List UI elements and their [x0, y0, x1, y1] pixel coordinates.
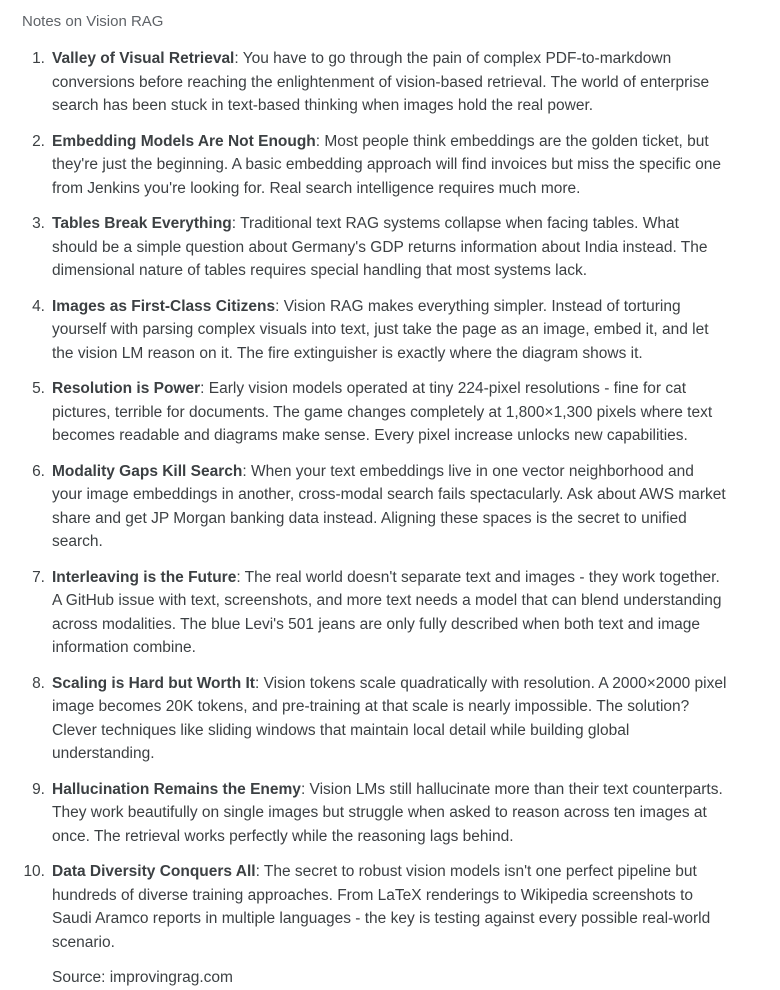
list-item	[22, 460, 728, 554]
list-item-number: 8.	[32, 674, 45, 692]
note-body: : When your text embeddings live in one vector neighborhood and your image embeddings in another, cross-modal search fails spectacularly. Ask about AWS market share and get JP Morgan banking data instead. Aligning these spaces is the secret to unified search.	[52, 462, 726, 550]
list-item-text	[52, 47, 728, 118]
list-item	[22, 672, 728, 766]
list-item-number: 1.	[32, 50, 45, 67]
list-item-number: 5.	[32, 380, 45, 397]
list-item	[22, 377, 728, 448]
note-heading: Valley of Visual Retrieval	[52, 50, 235, 67]
notes-list	[22, 47, 728, 954]
note-body: : Vision RAG makes everything simpler. Instead of torturing yourself with parsing complex visuals into text, just take the page as an image, embed it, and let the vision LM reason on it. The fire extinguisher is exactly where the diagram shows it.	[52, 297, 709, 362]
note-heading: Tables Break Everything	[52, 215, 232, 232]
list-item	[22, 47, 728, 118]
note-heading: Interleaving is the Future	[52, 568, 237, 586]
note-body: : Most people think embeddings are the golden ticket, but they're just the beginning. A basic embedding approach will find invoices but miss the specific one from Jenkins you're looking for. Real search intelligence requires much more.	[52, 132, 721, 197]
list-item	[22, 212, 728, 283]
source-line: Source: improvingrag.com	[52, 969, 233, 986]
list-item-text	[52, 377, 728, 448]
note-body: : Vision LMs still hallucinate more than their text counterparts. They work beautifully on single images but struggle when asked to reason across ten images at once. The retrieval works perfectly while the reasoning lags behind.	[52, 780, 723, 845]
note-body: : You have to go through the pain of complex PDF-to-markdown conversions before reaching the enlightenment of vision-based retrieval. The world of enterprise search has been stuck in text-based thinking when images hold the real power.	[52, 50, 710, 114]
note-heading: Modality Gaps Kill Search	[52, 462, 243, 480]
note-body: : Early vision models operated at tiny 224-pixel resolutions - fine for cat pictures, terrible for documents. The game changes completely at 1,800×1,300 pixels where text becomes readable and diagrams make sense. Every pixel increase unlocks new capabilities.	[52, 380, 713, 444]
list-item-number: 2.	[32, 132, 45, 150]
list-item-text	[52, 778, 728, 849]
list-item-text	[52, 860, 728, 954]
note-body: : Vision tokens scale quadratically with resolution. A 2000×2000 pixel image becomes 20K tokens, and pre-training at that scale is nearly impossible. The solution? Clever techniques like sliding windows that maintain local detail while building global understanding.	[52, 674, 727, 762]
note-body: : The real world doesn't separate text and images - they work together. A GitHub issue with text, screenshots, and more text needs a model that can blend understanding across modalities. The blue Levi's 501 jeans are only fully described when both text and image information combine.	[52, 568, 722, 656]
list-item-text	[52, 566, 728, 660]
list-item	[22, 860, 728, 954]
note-heading: Data Diversity Conquers All	[52, 863, 256, 880]
list-item-text	[52, 295, 728, 366]
note-heading: Hallucination Remains the Enemy	[52, 780, 301, 798]
list-item-number: 4.	[32, 297, 45, 315]
list-item	[22, 295, 728, 366]
note-heading: Embedding Models Are Not Enough	[52, 132, 316, 150]
note-heading: Resolution is Power	[52, 380, 201, 397]
list-item	[22, 566, 728, 660]
list-item-number: 7.	[32, 568, 45, 586]
list-item-number: 10.	[23, 863, 45, 880]
list-item	[22, 130, 728, 201]
list-item	[22, 778, 728, 849]
note-body: : Traditional text RAG systems collapse when facing tables. What should be a simple question about Germany's GDP returns information about India instead. The dimensional nature of tables requires special handling that most systems lack.	[52, 215, 708, 279]
list-item-text	[52, 212, 728, 283]
list-item-number: 3.	[32, 215, 45, 232]
list-item-text	[52, 460, 728, 554]
note-body: : The secret to robust vision models isn't one perfect pipeline but hundreds of diverse training approaches. From LaTeX renderings to Wikipedia screenshots to Saudi Aramco reports in multiple languages - the key is testing against every possible real-world scenario.	[52, 863, 711, 951]
list-item-text	[52, 672, 728, 766]
list-item-number: 6.	[32, 462, 45, 480]
list-item-text	[52, 130, 728, 201]
note-heading: Images as First-Class Citizens	[52, 297, 276, 315]
note-heading: Scaling is Hard but Worth It	[52, 674, 255, 692]
page-title: Notes on Vision RAG	[22, 13, 164, 30]
list-item-number: 9.	[32, 780, 45, 798]
